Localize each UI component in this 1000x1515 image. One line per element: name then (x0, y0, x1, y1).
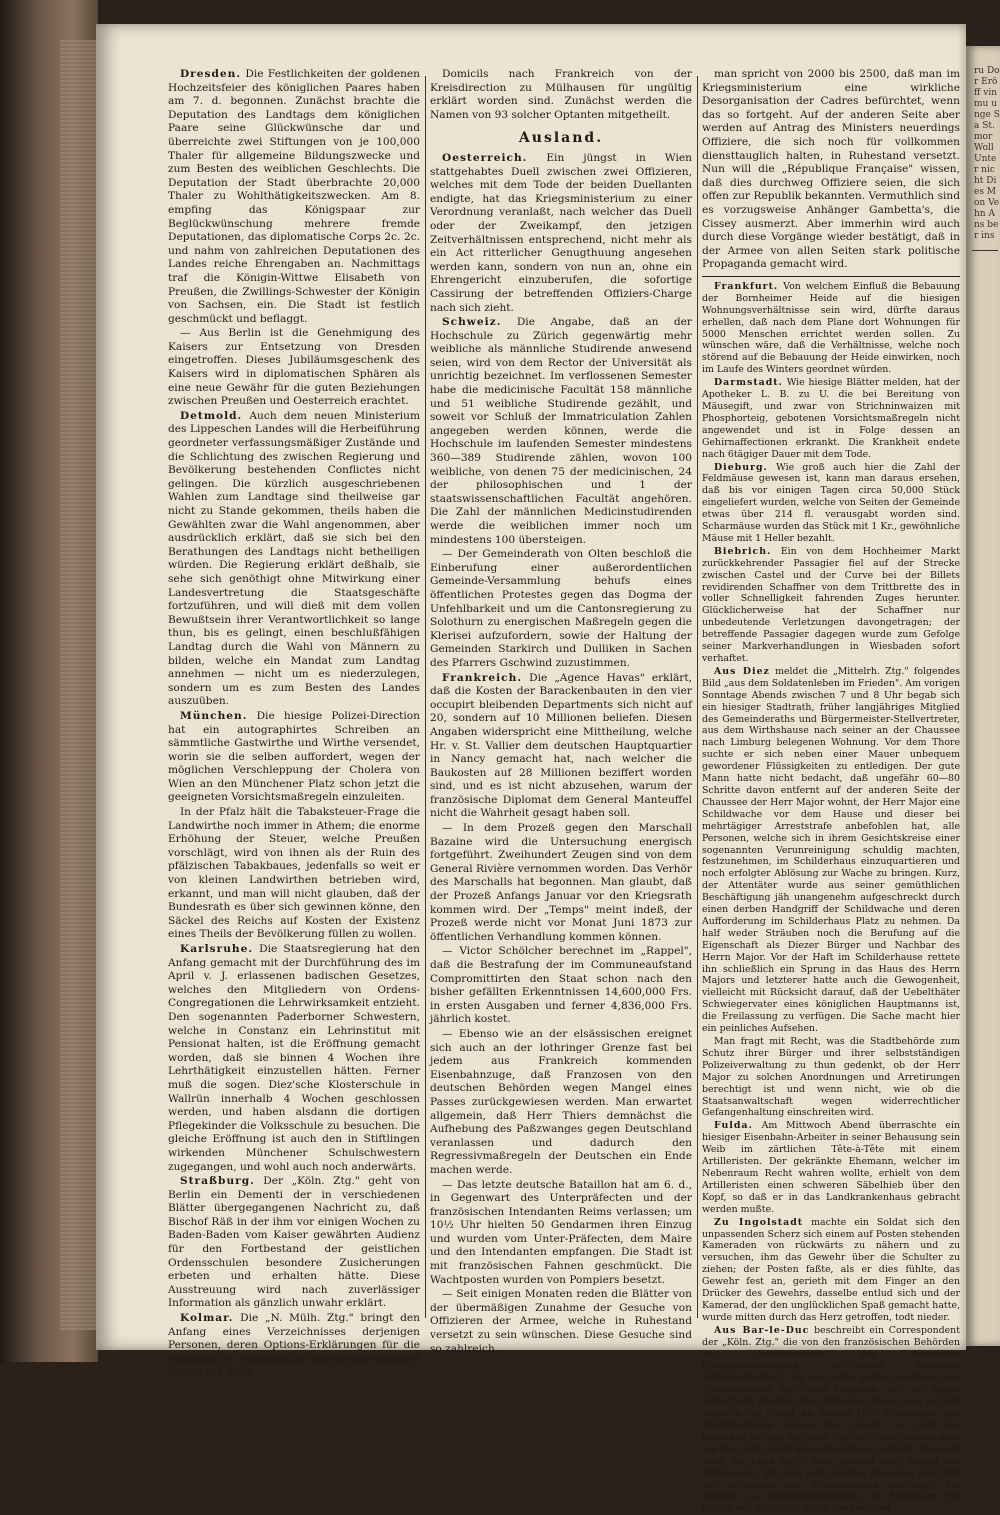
local-news-block (702, 281, 960, 1515)
adjacent-page-rule (972, 250, 998, 251)
article-kolmar-cont: Domicils nach Frankreich von der Kreisdirection zu Mülhausen für ungültig erklärt worden sind. Zunächst werden die Namen von 93 solcher Optanten mitgetheilt. (430, 68, 692, 121)
article-dresden-2: — Aus Berlin ist die Genehmigung des Kaisers zur Entsetzung von Dresden eingetroffen. Dieses Jubiläumsgeschenk des Kaisers wird in diplomatischen Sphären als eine neue Gewähr für die guten Beziehungen zwischen Preußen und Oesterreich erachtet. (168, 327, 420, 408)
dateline: Zu Ingolstadt (714, 1216, 804, 1228)
dateline: Frankfurt. (714, 280, 779, 292)
article-offiziere-cont: man spricht von 2000 bis 2500, daß man im Kriegsministerium eine wirkliche Desorganisation der Cadres befürchtet, wenn das so fortgeht. Auf der anderen Seite aber werden auf Antrag des Ministers neuerdings Offiziere, die sich noch für vollkommen diensttauglich halten, in Ruhestand versetzt. Nun will die „République Française" wissen, daß dies durchweg Offiziere seien, die sich offen zur Republik bekannten. Vermuthlich sind es vorzugsweise Anhänger Gambetta's, die Cissey ausmerzt. Aber immerhin wird auch durch diese Vorgänge wieder bestätigt, daß in der Armee von allen Seiten stark politische Propaganda gemacht wird. (702, 68, 960, 271)
dateline: Frankreich. (442, 671, 523, 684)
article-diez-2: Man fragt mit Recht, was die Stadtbehörde zum Schutz ihrer Bürger und ihrer selbstständigen Polizeiverwaltung zu thun gedenkt, ob der Herr Major zu solchen Anordnungen und Arretirungen berechtigt ist und wenn nicht, wie ob die Staatsanwaltschaft wegen widerrechtlicher Gefangenhaltung einschreiten wird. (702, 1036, 960, 1119)
dateline: Straßburg. (180, 1175, 255, 1188)
article-bazaine: — In dem Prozeß gegen den Marschall Bazaine wird die Untersuchung energisch fortgeführt. Zweihundert Zeugen sind von dem General Rivière vernommen worden. Das Verhör des Marschalls hat begonnen. Man glaubt, daß der Prozeß Anfangs Januar vor den Kriegsrath kommen wird. Der „Temps" meint indeß, der Prozeß werde nicht vor Monat Juni 1873 zur öffentlichen Verhandlung kommen können. (430, 822, 692, 943)
article-detmold: Detmold. Auch dem neuen Ministerium des Lippeschen Landes will die Herbeiführung geordneter verfassungsmäßiger Zustände und die Schlichtung des zwischen Regierung und Bevölkerung bestehenden Conflictes nicht gelingen. Die kürzlich ausgeschriebenen Wahlen zum Landtage sind theilweise gar nicht zu Stande gekommen, theils haben die Gewählten zwar die Wahl angenommen, aber ausdrücklich erklärt, daß sie sich bei den Berathungen des Landtags nicht betheiligen würden. Die Regierung erklärt deßhalb, sie sehe sich genöthigt ohne Mitwirkung einer Landesvertretung die Staatsgeschäfte fortzuführen, und will dieß mit dem vollen Bewußtsein ihrer Verantwortlichkeit so lange thun, bis es gelingt, einen beschlußfähigen Landtag durch die Wahl von Männern zu bilden, welche ein Mandat zum Landtag annehmen — nicht um es niederzulegen, sondern um es zum Besten des Landes auszuüben. (168, 409, 420, 708)
article-schweiz: Schweiz. Die Angabe, daß an der Hochschule zu Zürich gegenwärtig mehr weibliche als männliche Studirende anwesend seien, wird von dem Rector der Universität als unrichtig bezeichnet. Im verflossenen Semester habe die medicinische Facultät 158 männliche und 51 weibliche Studirende gezählt, und soweit vor Schluß der Immatriculation Zahlen angegeben werden können, werde die Hochschule im laufenden Semester mindestens 360—389 Studirende zählen, wovon 100 weibliche, von denen 75 der medicinischen, 24 der philosophischen und 1 der staatswissenschaftlichen Facultät angehören. Die Zahl der männlichen Medicinstudirenden werde die weiblichen immer noch um mindestens 100 übersteigen. (430, 316, 692, 546)
article-diez: Aus Diez meldet die „Mittelrh. Ztg." folgendes Bild „aus dem Soldatenleben im Frieden". Am vorigen Sonntage Abends zwischen 7 und 8 Uhr begab sich ein hiesiger Stadtrath, früher langjähriges Mitglied des Gemeinderaths und Bürgermeister-Stellvertreter, aus dem Wirthshause nach seiner an der Chaussee nach Limburg belegenen Wohnung. Vor dem Thore suchte er sich neben einer Mauer unbequem gewordener Flüssigkeiten zu entledigen. Der gute Mann hatte nicht bedacht, daß ungefähr 60—80 Schritte davon entfernt auf der anderen Seite der Chaussee der Herr Major wohnt, der Herr Major eine Schildwache vor dem Hause und dieser bei mehrtägiger Arreststrafe anbefohlen hat, alle Personen, welche sich in ihrem Gesichtskreise einer sogenannten Verunreinigung schuldig machten, festzunehmen, im Schilderhaus einzuquartieren und noch erfolgter Ablösung zur Wache zu bringen. Kurz, der Attentäter wurde aus seiner gemüthlichen Beschäftigung jäh unangenehm aufgeschreckt durch einen derben Handgriff der Schildwache und deren Aufforderung im Schilderhaus Platz zu nehmen. Da half weder Sträuben noch die Berufung auf die Eigenschaft als Diezer Bürger und Nachbar des Herrn Major. Vor der Haft im Schilderhause rettete ihn schließlich ein Sprung in das Haus des Herrn Majors und letzterer hatte auch die Gewogenheit, vielleicht mit Rücksicht darauf, daß der Uebelthäter Schwiegervater eines königlichen Hauptmanns ist, die Freilassung zu verfügen. Die Sache macht hier ein peinliches Aufsehen. (702, 665, 960, 1035)
column-separator-1 (425, 76, 426, 1318)
dateline: Kolmar. (180, 1312, 234, 1325)
dateline: Karlsruhe. (180, 943, 254, 955)
article-grenze: — Ebenso wie an der elsässischen ereignet sich auch an der lothringer Grenze fast bei jedem aus Frankreich kommenden Eisenbahnzuge, daß Franzosen von den deutschen Behörden wegen Mangel eines Passes zurückgewiesen werden. Man erwartet allgemein, daß Herr Thiers demnächst die Aufhebung des Paßzwanges gegen Deutschland veranlassen und dadurch den Regressivmaßregeln der Deutschen ein Ende machen werde. (430, 1027, 692, 1176)
dateline: Fulda. (714, 1120, 753, 1132)
dateline: Aus Bar-le-Duc (714, 1324, 810, 1336)
section-rule (702, 276, 960, 277)
article-reims: — Das letzte deutsche Bataillon hat am 6. d., in Gegenwart des Unterpräfecten und der französischen Intendanten Reims verlassen; um 10½ Uhr hielten 50 Gendarmen ihren Einzug und wurden vom Unter-Präfecten, dem Maire und den Intendanten empfangen. Die Stadt ist mit französischen Fahnen geschmückt. Die Wachtposten wurden von Pompiers besetzt. (430, 1178, 692, 1286)
article-frankfurt: Frankfurt. Von welchem Einfluß die Bebauung der Bornheimer Heide auf die hiesigen Wohnungsverhältnisse sein wird, dürfte daraus erhellen, daß nach dem Plane dort Wohnungen für 5000 Menschen errichtet werden sollen. Zu wünschen wäre, daß die Verhältnisse, welche noch störend auf die Bebauung der Heide einwirken, noch im Laufe des Winters geordnet würden. (702, 280, 961, 376)
article-darmstadt: Darmstadt. Wie hiesige Blätter melden, hat der Apotheker L. B. zu U. die bei Bereitung von Mäusegift, und zwar von Strichninwaizen mit Phosphorteig, gebotenen Vorsichtsmaßregeln nicht angewendet und ist in Folge dessen an Gehirnaffectionen erkrankt. Die Krankheit endete nach 6tägiger Dauer mit dem Tode. (702, 377, 960, 460)
dateline: München. (180, 709, 248, 722)
article-dresden: Dresden. Die Festlichkeiten der goldenen Hochzeitsfeier des königlichen Paares haben am 7. d. begonnen. Zunächst brachte die Deputation des Landtags dem königlichen Paare seine Glückwünsche dar und überreichte zwei Stiftungen von je 100,000 Thaler für allgemeine Bildungszwecke und zum Besten des weiblichen Geschlechts. Die Deputation der Stadt überbrachte 20,000 Thaler zu Wohlthätigkeitszwecken. Am 8. empfing das Königspaar zur Beglückwünschung mehrere fremde Deputationen, das diplomatische Corps 2c. 2c. und nahm von zahlreichen Deputationen des Landes reiche Ehrengaben an. Nachmittags traf die Königin-Wittwe Elisabeth von Preußen, die Zwillings-Schwester der Königin von Sachsen, ein. Die Stadt ist festlich geschmückt und beflaggt. (168, 68, 421, 325)
dateline: Darmstadt. (714, 377, 783, 389)
article-frankreich: Frankreich. Die „Agence Havas" erklärt, daß die Kosten der Barackenbauten in den vier occupirt bleibenden Departments sich nicht auf 20, sondern auf 10 Millionen beliefen. Diesen Angaben widerspricht eine Mittheilung, welche Hr. v. St. Vallier dem deutschen Hauptquartier in Nancy gemacht hat, nach welcher die Baukosten auf 28 Millionen beziffert worden sind, und es ist nicht abzusehen, warum der französische Diplomat dem General Manteuffel nicht die Wahrheit gesagt haben soll. (430, 671, 692, 820)
adjacent-page-strip (966, 46, 1000, 1346)
column-separator-2 (697, 76, 698, 1318)
section-heading-ausland: Ausland. (518, 130, 604, 147)
article-pfalz: In der Pfalz hält die Tabaksteuer-Frage die Landwirthe noch immer in Athem; die enorme Erhöhung der Steuer, welche Preußen vorschlägt, wird von ihnen als der Ruin des pfälzischen Tabakbaues, jedenfalls so weit er von kleinen Landwirthen betrieben wird, erkannt, und man will nicht glauben, daß der Bundesrath es über sich gewinnen könne, den Säckel des Reichs auf Kosten der Existenz eines Theils der Bevölkerung füllen zu wollen. (168, 806, 420, 941)
article-schoelcher: — Victor Schölcher berechnet im „Rappel", daß die Bestrafung der im Communeaufstand Compromittirten den Staat schon nach den bisher gefällten Erkenntnissen 14,600,000 Frs. in ersten Ausgaben und ferner 4,836,000 Frs. jährlich kostet. (430, 945, 692, 1026)
dateline: Detmold. (180, 409, 243, 422)
dateline: Dresden. (180, 68, 242, 80)
article-oesterreich: Oesterreich. Ein jüngst in Wien stattgehabtes Duell zwischen zwei Offizieren, welches mit dem Tode der beiden Duellanten endigte, hat das Kriegsministerium zu einer Verordnung veranlaßt, nach welcher das Duell oder der Zweikampf, den jetzigen Zeitverhältnissen entsprechend, nicht mehr als ein Act ritterlicher Genugthuung angesehen werden kann, sondern von nun an, ohne ein Ehrengericht einzuberufen, die sofortige Cassirung der betreffenden Offiziers-Charge nach sich zieht. (430, 151, 692, 314)
column-3 (702, 68, 961, 1515)
dateline: Dieburg. (714, 461, 768, 473)
dateline: Aus Diez (714, 665, 770, 677)
article-muenchen: München. Die hiesige Polizei-Direction hat ein autographirtes Schreiben an sämmtliche Gastwirthe und Wirthe versendet, worin sie die selben auffordert, wegen der möglichen Verschleppung der Cholera von Wien an den Münchener Platz schon jetzt die geeigneten Vorsichtsmaßregeln einzuleiten. (168, 709, 420, 804)
article-strassburg: Straßburg. Der „Köln. Ztg." geht von Berlin ein Dementi der in verschiedenen Blätter übergegangenen Nachricht zu, daß Bischof Räß in der ihm vor einigen Wochen zu Baden-Baden vom Kaiser gewährten Audienz für den Fortbestand der geistlichen Ordensschulen besondere Zusicherungen erbeten und erhalten hätte. Diese Ausstreuung wird nach zuverlässiger Information als gänzlich unwahr erklärt. (168, 1175, 420, 1310)
column-2 (430, 68, 692, 1355)
article-ingolstadt: Zu Ingolstadt machte ein Soldat sich den unpassenden Scherz sich einem auf Posten stehenden Kameraden von rückwärts zu nähern und zu versuchen, ihm das Gewehr über die Schulter zu ziehen; der Posten faßte, als er dies fühlte, das Gewehr fest an, gerieth mit dem Finger an den Drücker des Gewehrs, dasselbe entlud sich und der Kamerad, der den unglücklichen Spaß gemacht hatte, wurde mitten durch das Herz getroffen, todt nieder. (702, 1216, 960, 1323)
article-kolmar: Kolmar. Die „N. Mülh. Ztg." bringt den Anfang eines Verzeichnisses derjenigen Personen, deren Options-Erklärungen für die französische Nationalität wegen unterlassener Verlegung ihres (168, 1312, 420, 1379)
article-olten: — Der Gemeinderath von Olten beschloß die Einberufung einer außerordentlichen Gemeinde-Versammlung behufs eines öffentlichen Protestes gegen das Dogma der Unfehlbarkeit und um die Cantonsregierung zu Solothurn zu energischen Maßregeln gegen die Klerisei aufzufordern, sowie der Haltung der Gemeinden Starkirch und Dulliken in Sachen des Pfarrers Gschwind zuzustimmen. (430, 548, 692, 669)
page-edges (60, 40, 100, 1330)
column-1 (168, 68, 421, 1379)
article-karlsruhe: Karlsruhe. Die Staatsregierung hat den Anfang gemacht mit der Durchführung des im April v. J. erlassenen badischen Gesetzes, welches den Mitgliedern von Ordens-Congregationen die Lehrwirksamkeit entzieht. Den sogenannten Paderborner Schwestern, welche in Constanz ein Lehrinstitut mit Pensionat halten, ist die Eröffnung gemacht worden, daß sie binnen 4 Wochen ihre Lehrthätigkeit einzustellen hätten. Ferner muß die sogen. Diez'sche Klosterschule in Wallrün innerhalb 4 Wochen geschlossen werden, und haben alsdann die dortigen Pflegekinder die Volksschule zu besuchen. Die gleiche Eröffnung ist auch den in Stiftlingen wirkenden Münchener Schulschwestern zugegangen, und wohl auch noch anderwärts. (168, 943, 420, 1173)
article-bar-le-duc: Aus Bar-le-Duc beschreibt ein Correspondent der „Köln. Ztg." die von den französischen Behörden zur Unterbringung der deutschen Occupationstruppen errichteten Baracken folgendermaßen: „Es sind zehn große zwischen zwei Wasserstraßen errichtete Gebäude. Auf der einen Seite fließt nämlich das Flüßchen Ornain und auf der anderen ein Canal, an dessen Ufer Brauereien und Fabrikgebäude stehen. Der Grund, auf dem die Baracken stehen, war eine feuchte Wiese, wurde aber um drei Fuß durch Kiesaufschüttung erhöht; dennoch wird die Lage nicht sehr gesund sein, zumal zur Winterszeit. Von den zehn großen Baracken sind fünf zur Aufnahme von Mannschaften bestimmt, die übrigen zu Offizierwohnungen, zu Speichern für Futter und Vorräthe. Die Baracken sind (702, 1324, 960, 1515)
article-offiziere: — Seit einigen Monaten reden die Blätter von der übermäßigen Zunahme der Gesuche von Offizieren der Armee, welche in Ruhestand versetzt zu sein wünschen. Diese Gesuche sind so zahlreich, (430, 1288, 692, 1355)
article-dieburg: Dieburg. Wie groß auch hier die Zahl der Feldmäuse gewesen ist, kann man daraus ersehen, daß bis vor einigen Tagen circa 50,000 Stück eingeliefert wurden, welche von Seiten der Gemeinde etwas über 214 fl. verausgabt worden sind. Scharmäuse wurden das Stück mit 1 Kr., gewöhnliche Mäuse mit 1 Heller bezahlt. (702, 461, 960, 544)
adjacent-page-text: ru Dor Eröff vinmu unge Sa St. mor Woll Unter nicht Dies Mon Vehn Ans ber ins (974, 66, 1000, 241)
article-fulda: Fulda. Am Mittwoch Abend überraschte ein hiesiger Eisenbahn-Arbeiter in seiner Behausung sein Weib im zärtlichen Tête-à-Tête mit einem Artilleristen. Der gekränkte Ehemann, welcher im Nebenraum Recht wahren wollte, erhielt von dem Artilleristen einen schweren Säbelhieb über den Kopf, so daß er in das Landkrankenhaus gebracht werden mußte. (702, 1120, 960, 1215)
dateline: Schweiz. (442, 316, 502, 329)
dateline: Oesterreich. (442, 151, 528, 164)
dateline: Biebrich. (714, 545, 772, 557)
book-binding (0, 0, 98, 1362)
article-biebrich: Biebrich. Ein von dem Hochheimer Markt zurückkehrender Passagier fiel auf der Strecke zwischen Castel und der Curve bei der Billets revidirenden Schaffner von dem Trittbrette des in voller Schnelligkeit fahrenden Zuges herunter. Glücklicherweise hat der Schaffner nur unbedeutende Verletzungen davongetragen; der betreffende Passagier dagegen wurde zum Gefolge seiner Markverhandlungen in Wiesbaden sofort verhaftet. (702, 545, 961, 664)
